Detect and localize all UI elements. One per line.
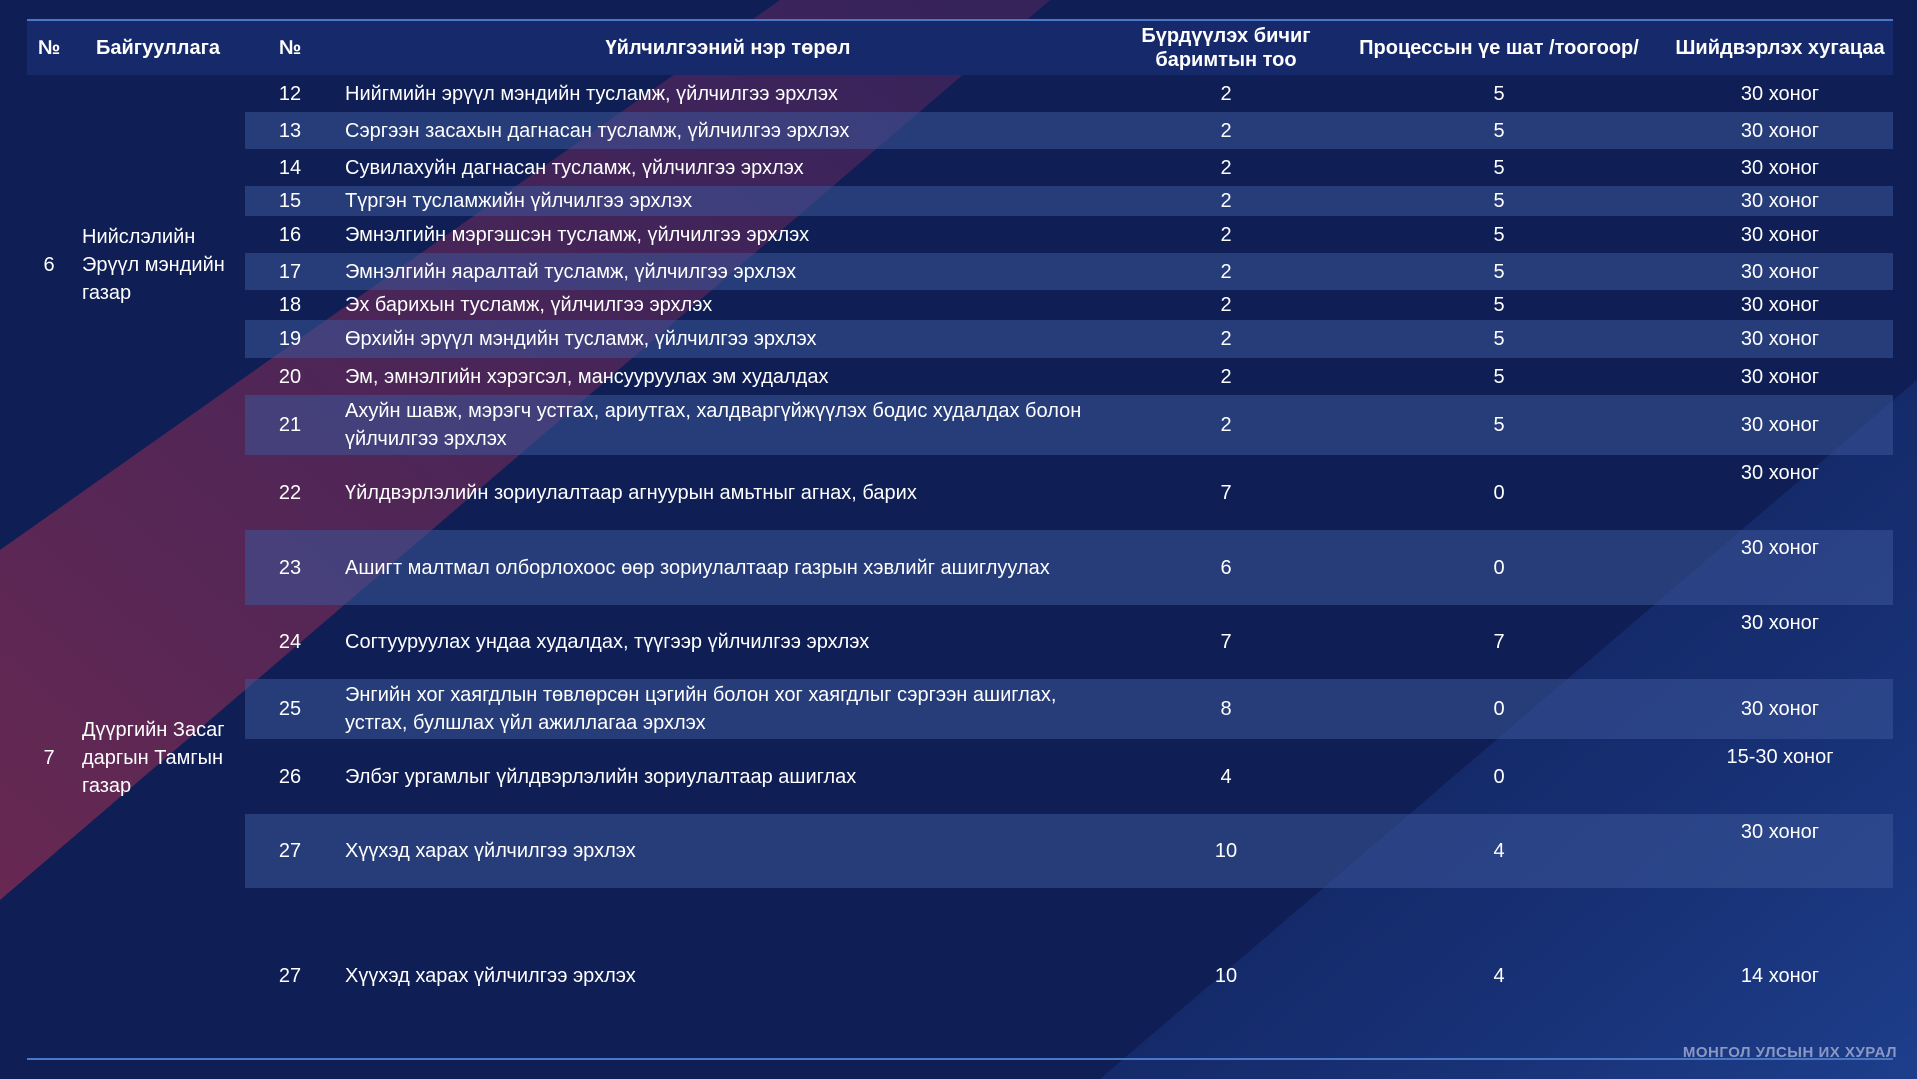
row-deadline: 30 хоног [1740, 260, 1820, 283]
header-service-name: Үйлчилгээний нэр төрөл [605, 37, 851, 59]
row-number: 17 [278, 260, 302, 283]
row-docs: 2 [1220, 156, 1232, 179]
row-docs: 2 [1220, 328, 1232, 350]
row-docs: 2 [1220, 82, 1232, 105]
row-steps: 5 [1493, 414, 1505, 436]
row-deadline: 30 хоног [1740, 612, 1820, 634]
row-steps: 0 [1493, 556, 1505, 579]
row-steps: 5 [1493, 328, 1505, 350]
row-number: 26 [278, 765, 302, 788]
row-deadline: 14 хоног [1740, 964, 1820, 987]
row-service: Эм, эмнэлгийн хэрэгсэл, мансууруулах эм худалдах [345, 365, 829, 388]
row-docs: 8 [1220, 698, 1232, 720]
row-steps: 5 [1493, 365, 1505, 388]
group-no-6: 6 [43, 254, 55, 276]
row-number: 24 [278, 631, 302, 653]
row-deadline: 30 хоног [1740, 821, 1820, 843]
row-steps: 0 [1493, 765, 1505, 788]
row-steps: 5 [1493, 260, 1505, 283]
group-no-7: 7 [43, 746, 55, 769]
row-deadline: 30 хоног [1740, 462, 1820, 484]
row-docs: 2 [1220, 190, 1232, 212]
row-service: Эмнэлгийн мэргэшсэн тусламж, үйлчилгээ эрхлэх [345, 223, 810, 246]
row-steps: 0 [1493, 481, 1505, 504]
row-number: 13 [278, 119, 302, 142]
bottom-divider [27, 1058, 1893, 1060]
row-docs: 2 [1220, 223, 1232, 246]
row-number: 18 [278, 294, 302, 316]
group-org-6: Нийслэлийн Эрүүл мэндийн газар [82, 226, 225, 304]
row-number: 27 [278, 964, 302, 987]
group-org-7: Дүүргийн Засаг даргын Тамгын газар [82, 718, 225, 797]
row-steps: 4 [1493, 840, 1505, 862]
row-steps: 5 [1493, 294, 1505, 316]
row-docs: 7 [1220, 481, 1232, 504]
row-deadline: 30 хоног [1740, 414, 1820, 436]
row-docs: 6 [1220, 556, 1232, 579]
row-service: Хүүхэд харах үйлчилгээ эрхлэх [345, 964, 636, 987]
footer-label: МОНГОЛ УЛСЫН ИХ ХУРАЛ [1682, 1044, 1897, 1061]
row-docs: 7 [1220, 631, 1232, 653]
row-deadline: 30 хоног [1740, 156, 1820, 179]
row-service: Ахуйн шавж, мэрэгч устгах, ариутгах, халдваргүйжүүлэх бодис худалдах болон үйлчилгээ эрхлэх [345, 400, 1082, 450]
row-number: 23 [278, 556, 302, 579]
row-steps: 5 [1493, 190, 1505, 212]
row-number: 21 [278, 414, 302, 436]
row-service: Сэргээн засахын дагнасан тусламж, үйлчилгээ эрхлэх [345, 119, 850, 142]
row-service: Элбэг ургамлыг үйлдвэрлэлийн зориулалтаар ашиглах [345, 765, 857, 788]
row-docs: 2 [1220, 260, 1232, 283]
row-steps: 0 [1493, 698, 1505, 720]
header-document-count: Бүрдүүлэх бичиг баримтын тоо [1141, 25, 1311, 71]
row-number: 14 [278, 156, 302, 179]
header-no: № [37, 37, 61, 59]
header-deadline: Шийдвэрлэх хугацаа [1675, 37, 1885, 59]
row-deadline: 30 хоног [1740, 294, 1820, 316]
row-deadline: 30 хоног [1740, 119, 1820, 142]
header-process-steps: Процессын үе шат /тоогоор/ [1359, 37, 1639, 59]
row-number: 22 [278, 481, 302, 504]
row-docs: 2 [1220, 119, 1232, 142]
row-steps: 5 [1493, 82, 1505, 105]
row-deadline: 30 хоног [1740, 365, 1820, 388]
row-number: 12 [278, 82, 302, 105]
row-number: 19 [278, 328, 302, 350]
row-service: Ашигт малтмал олборлохоос өөр зориулалтаар газрын хэвлийг ашиглуулах [345, 556, 1050, 579]
header-item-no: № [278, 37, 302, 59]
header-organization: Байгууллага [95, 37, 221, 59]
row-number: 16 [278, 223, 302, 246]
row-service: Хүүхэд харах үйлчилгээ эрхлэх [345, 840, 636, 862]
row-steps: 5 [1493, 119, 1505, 142]
row-service: Эх барихын тусламж, үйлчилгээ эрхлэх [345, 294, 713, 316]
row-deadline: 15-30 хоног [1726, 746, 1834, 768]
row-docs: 10 [1214, 840, 1238, 862]
row-steps: 4 [1493, 964, 1505, 987]
row-docs: 2 [1220, 414, 1232, 436]
row-service: Түргэн тусламжийн үйлчилгээ эрхлэх [345, 190, 693, 212]
row-service: Энгийн хог хаягдлын төвлөрсөн цэгийн болон хог хаягдлыг сэргээн ашиглах, устгах, булшлах үйл ажиллагаа эрхлэх [345, 684, 1057, 734]
row-service: Нийгмийн эрүүл мэндийн тусламж, үйлчилгээ эрхлэх [345, 82, 838, 105]
row-docs: 2 [1220, 294, 1232, 316]
row-deadline: 30 хоног [1740, 190, 1820, 212]
row-steps: 5 [1493, 156, 1505, 179]
row-service: Согтууруулах ундаа худалдах, түүгээр үйлчилгээ эрхлэх [345, 631, 870, 653]
row-docs: 4 [1220, 765, 1232, 788]
row-deadline: 30 хоног [1740, 537, 1820, 559]
row-deadline: 30 хоног [1740, 82, 1820, 105]
row-steps: 7 [1493, 631, 1505, 653]
row-number: 20 [278, 365, 302, 388]
row-number: 15 [278, 190, 302, 212]
row-service: Үйлдвэрлэлийн зориулалтаар агнуурын амьтныг агнах, барих [345, 481, 917, 504]
row-service: Эмнэлгийн яаралтай тусламж, үйлчилгээ эрхлэх [345, 260, 797, 283]
row-service: Өрхийн эрүүл мэндийн тусламж, үйлчилгээ эрхлэх [345, 328, 817, 350]
row-number: 25 [278, 698, 302, 720]
row-service: Сувилахуйн дагнасан тусламж, үйлчилгээ эрхлэх [345, 156, 804, 179]
row-steps: 5 [1493, 223, 1505, 246]
row-deadline: 30 хоног [1740, 223, 1820, 246]
row-docs: 2 [1220, 365, 1232, 388]
row-docs: 10 [1214, 964, 1238, 987]
row-number: 27 [278, 840, 302, 862]
row-deadline: 30 хоног [1740, 328, 1820, 350]
row-deadline: 30 хоног [1740, 698, 1820, 720]
